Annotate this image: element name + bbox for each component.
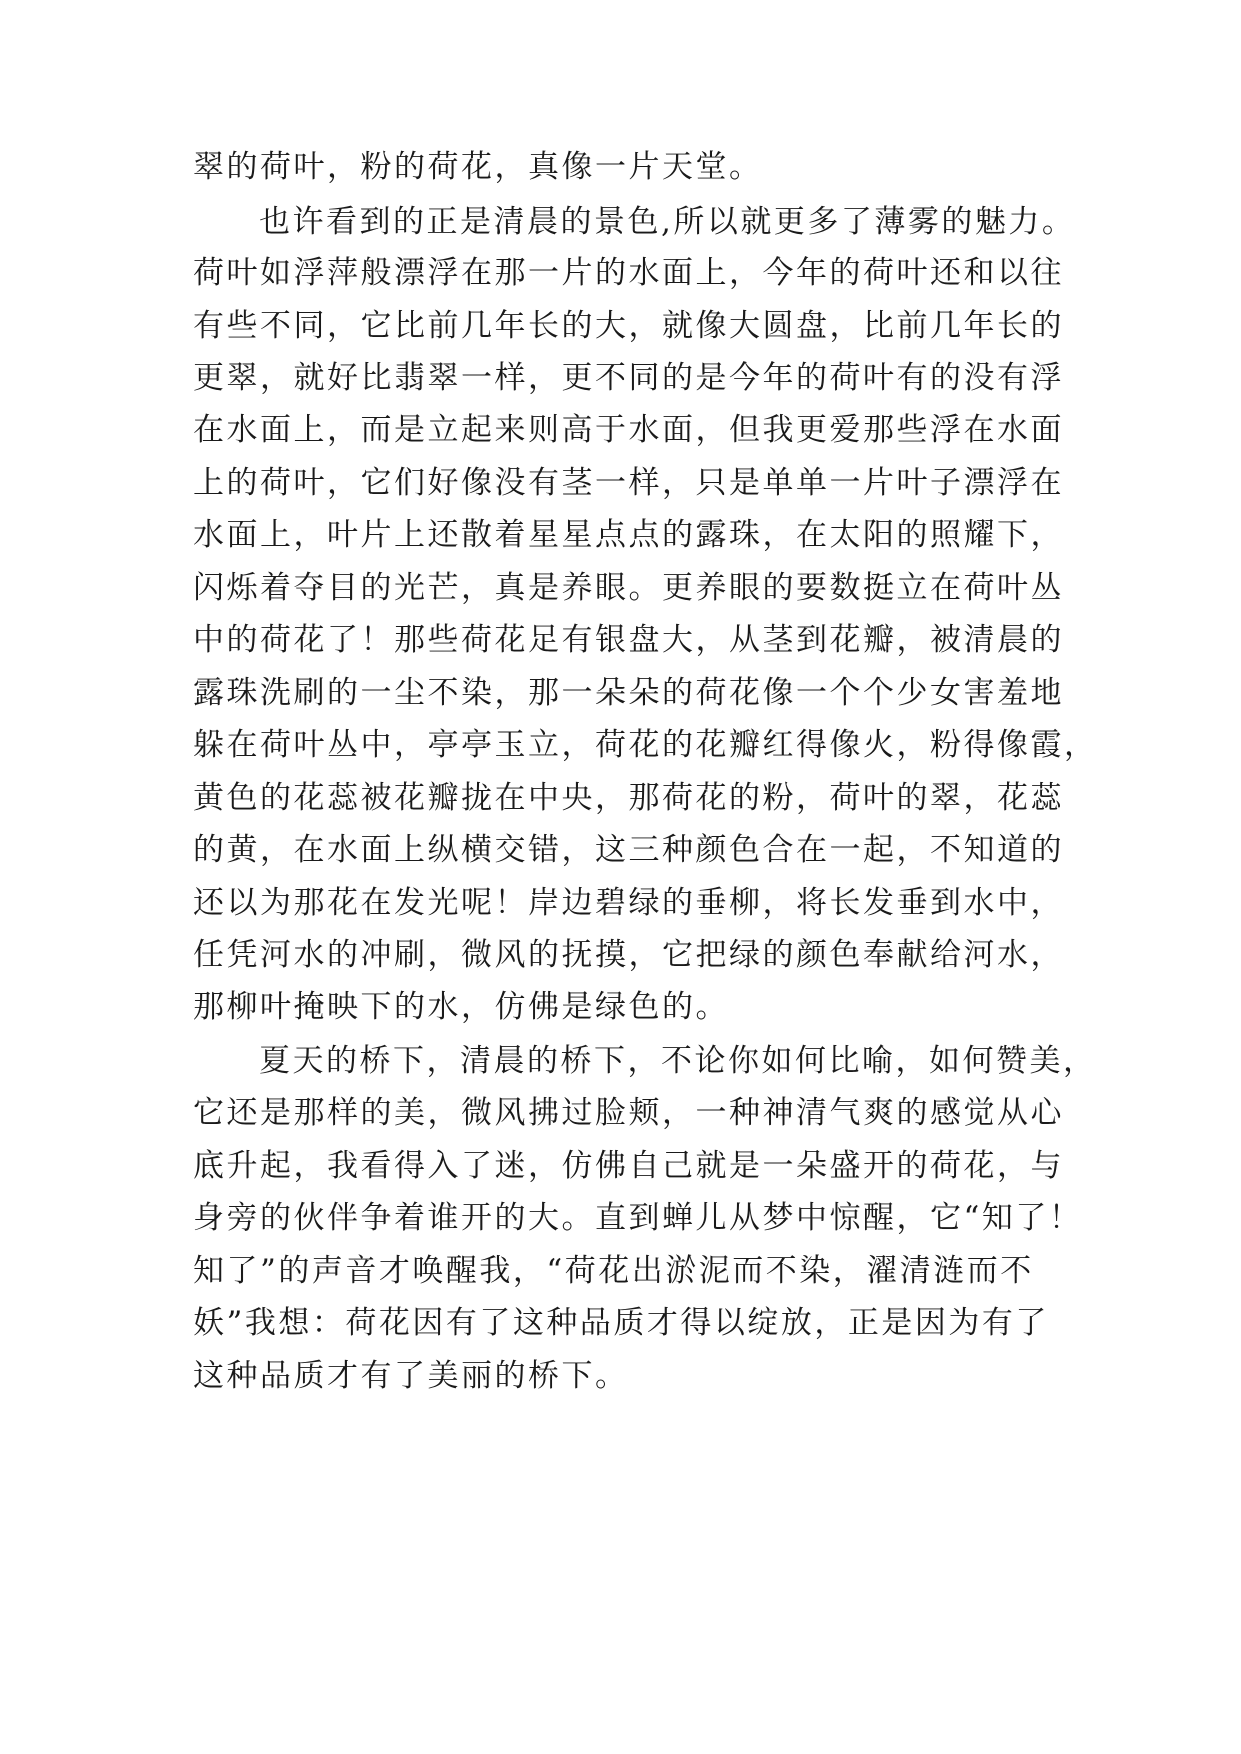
text-line: 它还是那样的美，微风拂过脸颊，一种神清气爽的感觉从心 <box>193 1095 1064 1131</box>
text-line: 躲在荷叶丛中，亭亭玉立，荷花的花瓣红得像火，粉得像霞， <box>193 727 1098 763</box>
text-line: 这种品质才有了美丽的桥下。 <box>193 1358 629 1394</box>
text-line: 水面上，叶片上还散着星星点点的露珠，在太阳的照耀下， <box>193 517 1064 553</box>
text-line: 翠的荷叶，粉的荷花，真像一片天堂。 <box>193 149 763 185</box>
text-line: 妖”我想：荷花因有了这种品质才得以绽放，正是因为有了 <box>193 1305 1049 1341</box>
paragraph-start-line: 也许看到的正是清晨的景色,所以就更多了薄雾的魅力。 <box>259 204 1076 240</box>
text-line: 底升起，我看得入了迷，仿佛自己就是一朵盛开的荷花，与 <box>193 1148 1064 1184</box>
text-line: 上的荷叶，它们好像没有茎一样，只是单单一片叶子漂浮在 <box>193 465 1064 501</box>
text-line: 在水面上，而是立起来则高于水面，但我更爱那些浮在水面 <box>193 412 1064 448</box>
text-line: 闪烁着夺目的光芒，真是养眼。更养眼的要数挺立在荷叶丛 <box>193 570 1064 606</box>
text-line: 任凭河水的冲刷，微风的抚摸，它把绿的颜色奉献给河水， <box>193 937 1064 973</box>
text-line: 的黄，在水面上纵横交错，这三种颜色合在一起，不知道的 <box>193 832 1064 868</box>
text-line: 身旁的伙伴争着谁开的大。直到蝉儿从梦中惊醒，它“知了！ <box>193 1200 1083 1236</box>
text-line: 黄色的花蕊被花瓣拢在中央，那荷花的粉，荷叶的翠，花蕊 <box>193 780 1064 816</box>
text-line: 露珠洗刷的一尘不染，那一朵朵的荷花像一个个少女害羞地 <box>193 675 1064 711</box>
text-line: 知了”的声音才唤醒我，“荷花出淤泥而不染，濯清涟而不 <box>193 1253 1034 1289</box>
paragraph-start-line: 夏天的桥下，清晨的桥下，不论你如何比喻，如何赞美， <box>259 1043 1097 1079</box>
text-line: 更翠，就好比翡翠一样，更不同的是今年的荷叶有的没有浮 <box>193 360 1064 396</box>
text-line: 中的荷花了！那些荷花足有银盘大，从茎到花瓣，被清晨的 <box>193 622 1064 658</box>
text-line: 荷叶如浮萍般漂浮在那一片的水面上，今年的荷叶还和以往 <box>193 255 1064 291</box>
text-line: 有些不同，它比前几年长的大，就像大圆盘，比前几年长的 <box>193 308 1064 344</box>
text-line: 还以为那花在发光呢！岸边碧绿的垂柳，将长发垂到水中， <box>193 885 1064 921</box>
text-line: 那柳叶掩映下的水，仿佛是绿色的。 <box>193 989 729 1025</box>
